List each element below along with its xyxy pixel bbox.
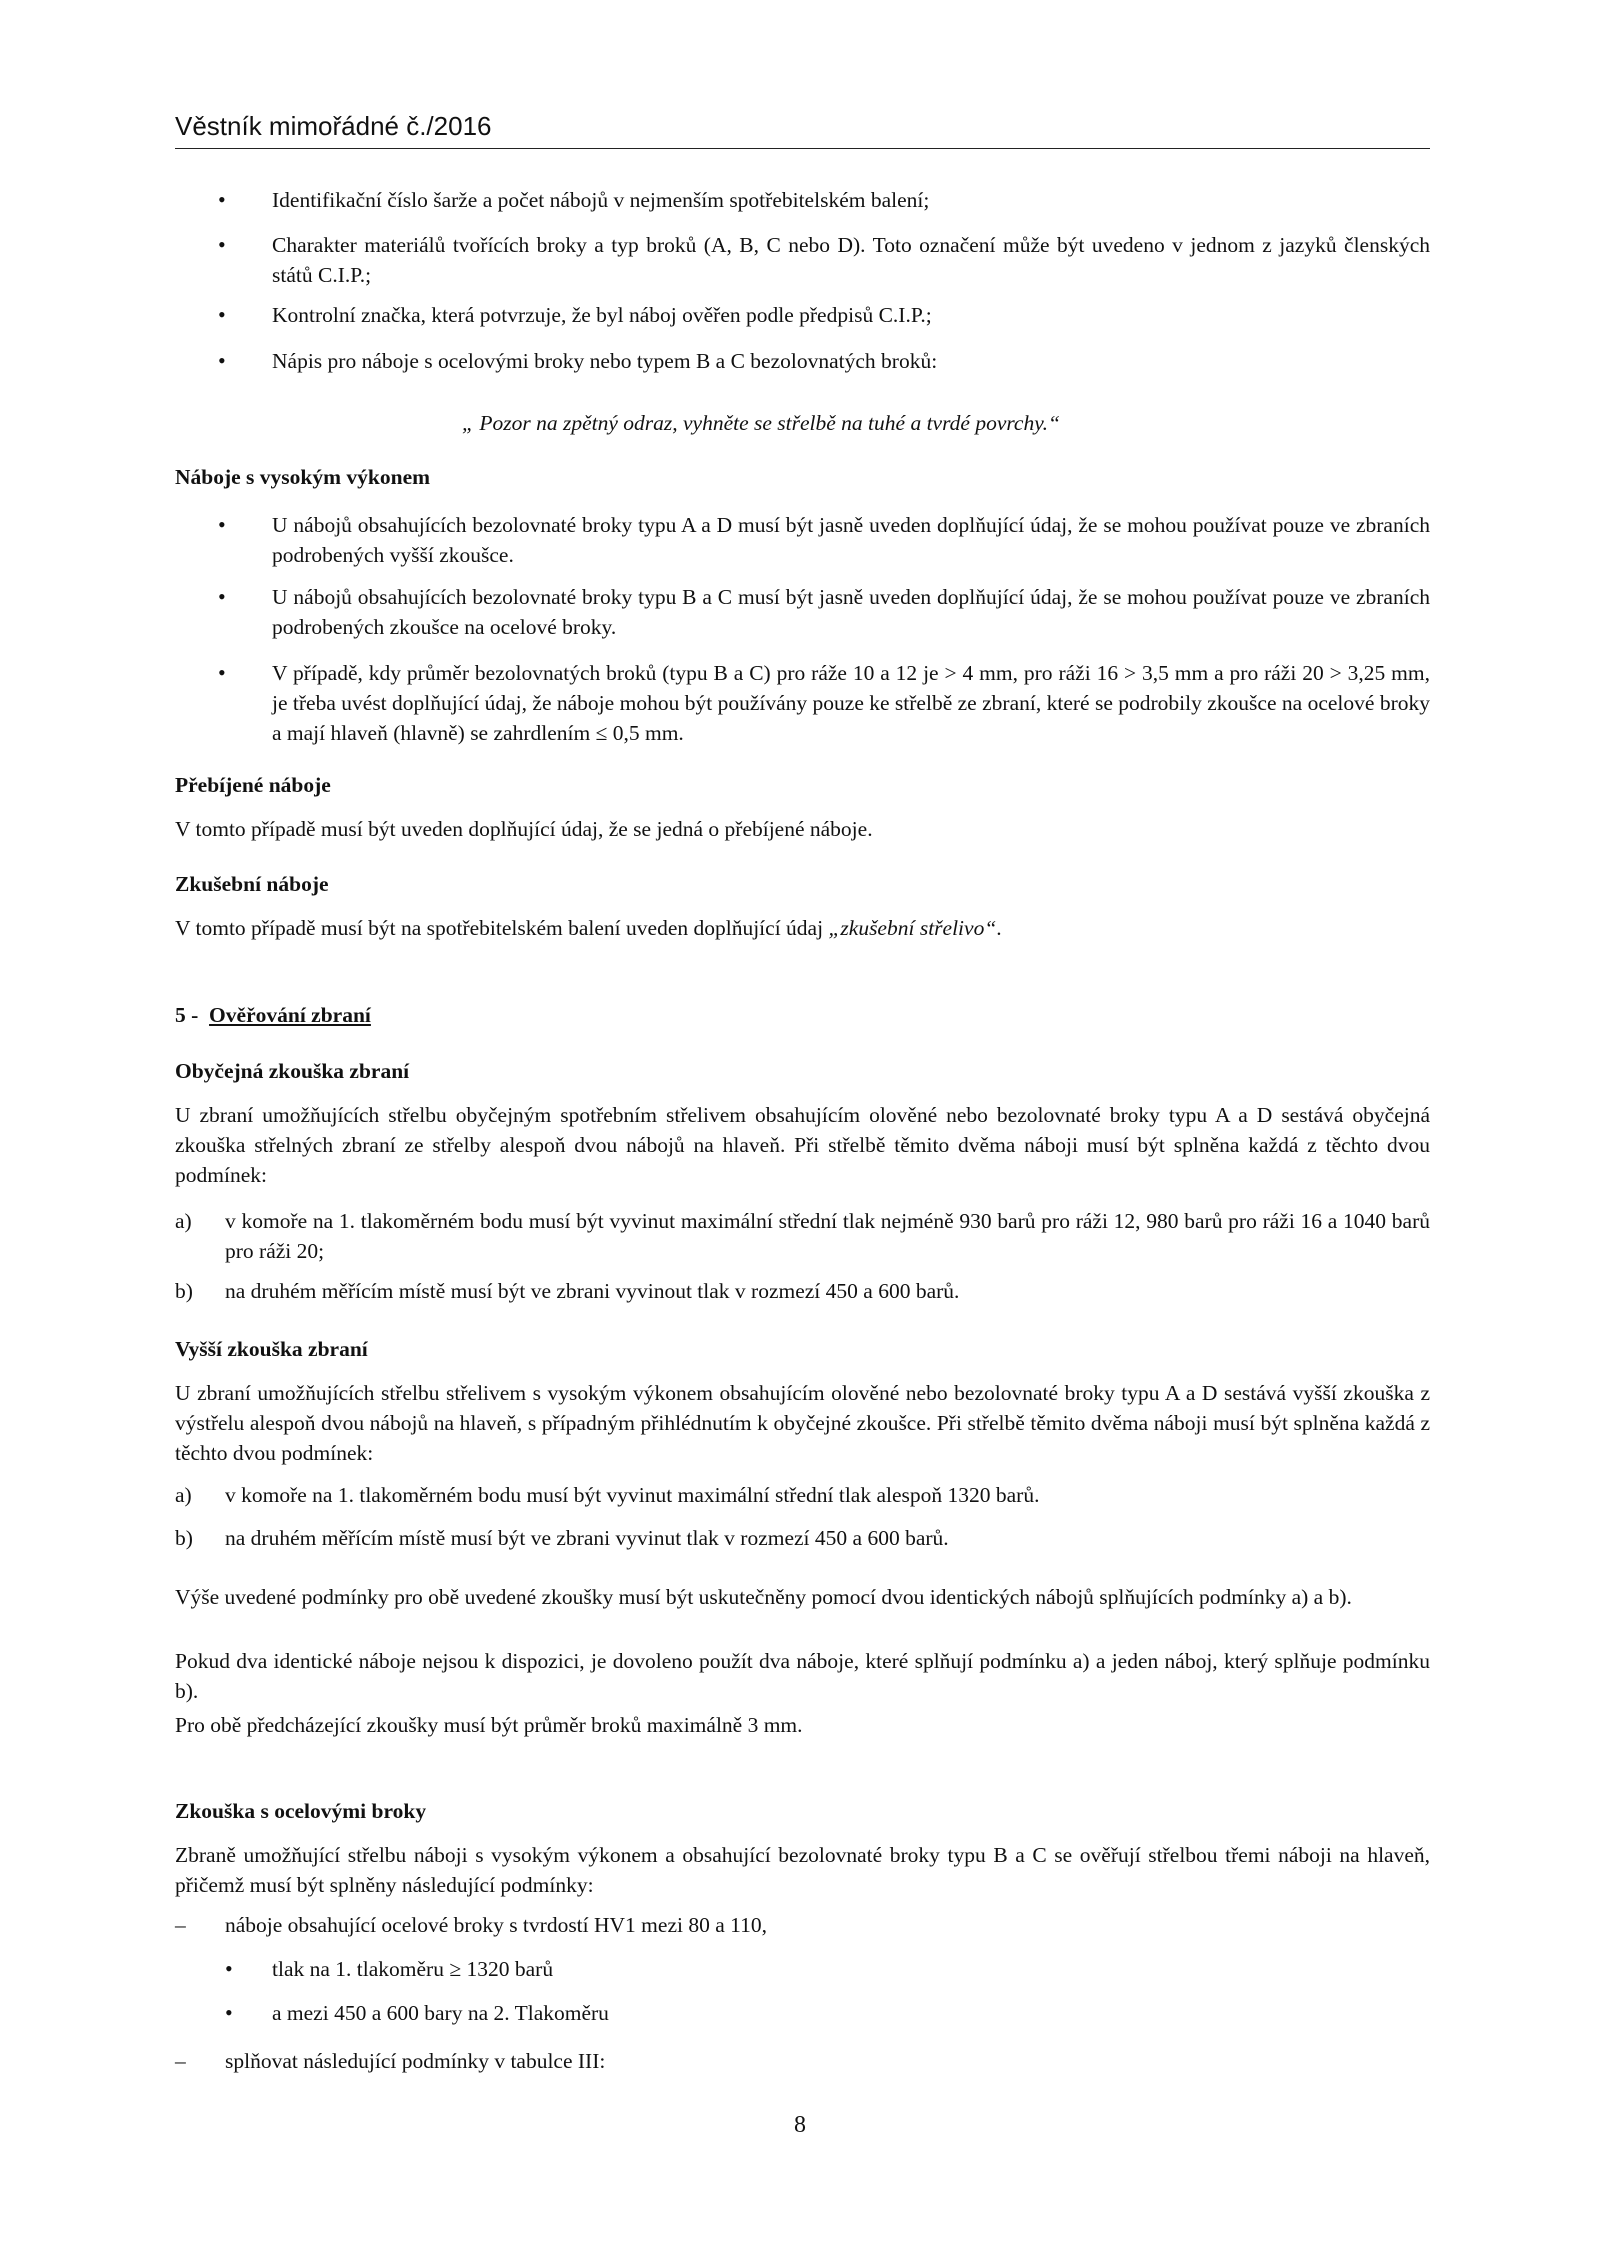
section-title [175,1000,1430,1030]
list-item: tlak na 1. tlakoměru ≥ 1320 barů [272,1957,554,1981]
paragraph-italic: „zkušební střelivo“ [828,916,997,940]
bullet-icon: • [218,187,226,212]
paragraph: Výše uvedené podmínky pro obě uvedené zkoušky musí být uskutečněny pomocí dvou identických nábojů splňujících podmínky a) a b). [175,1585,1352,1609]
item-label: b) [175,1526,193,1550]
page-number: 8 [794,2112,806,2138]
list-item: splňovat následující podmínky v tabulce III: [225,2049,606,2073]
paragraph [175,913,1430,943]
bullet-icon: • [218,660,226,685]
dash-icon: – [175,2049,186,2073]
bullet-icon: • [225,1956,233,1981]
list-item: Kontrolní značka, která potvrzuje, že byl náboj ověřen podle předpisů C.I.P.; [272,303,932,327]
list-item: U nábojů obsahujících bezolovnaté broky typu B a C musí být jasně uveden doplňující údaj, že se mohou používat pouze ve zbraních podrobených zkoušce na ocelové broky. [272,585,1430,639]
bullet-icon: • [218,512,226,537]
paragraph: Pro obě předcházející zkoušky musí být průměr broků maximálně 3 mm. [175,1713,803,1737]
list-item: a mezi 450 a 600 bary na 2. Tlakoměru [272,2001,609,2025]
item-label: b) [175,1279,193,1303]
paragraph-end: . [996,916,1002,940]
section-heading: Přebíjené náboje [175,773,331,797]
list-item: Identifikační číslo šarže a počet nábojů v nejmenším spotřebitelském balení; [272,188,930,212]
list-item: V případě, kdy průměr bezolovnatých broků (typu B a C) pro ráže 10 a 12 je > 4 mm, pro ráži 16 > 3,5 mm a pro ráži 20 > 3,25 mm, je třeba uvést doplňující údaj, že náboje mohou být používány pouze ke střelbě ze zbraní, které se podrobily zkoušce na ocelové broky a mají hlaveň (hlavně) se zahrdlením ≤ 0,5 mm. [272,661,1430,745]
section-heading: Zkušební náboje [175,872,329,896]
bullet-icon: • [225,2000,233,2025]
warning-quote: „ Pozor na zpětný odraz, vyhněte se střelbě na tuhé a tvrdé povrchy.“ [462,411,1060,435]
list-item: na druhém měřícím místě musí být ve zbrani vyvinout tlak v rozmezí 450 a 600 barů. [225,1279,960,1303]
item-label: a) [175,1483,192,1507]
bullet-icon: • [218,584,226,609]
bullet-icon: • [218,348,226,373]
section-heading: Obyčejná zkouška zbraní [175,1059,410,1083]
paragraph: V tomto případě musí být uveden doplňující údaj, že se jedná o přebíjené náboje. [175,817,873,841]
page-header: Věstník mimořádné č./2016 [175,110,1430,149]
paragraph: Pokud dva identické náboje nejsou k dispozici, je dovoleno použít dva náboje, které splňují podmínku a) a jeden náboj, který splňuje podmínku b). [175,1649,1430,1703]
section-heading: Vyšší zkouška zbraní [175,1337,368,1361]
list-item: v komoře na 1. tlakoměrném bodu musí být vyvinut maximální střední tlak nejméně 930 barů pro ráži 12, 980 barů pro ráži 16 a 1040 barů pro ráži 20; [225,1209,1430,1263]
list-item: náboje obsahující ocelové broky s tvrdostí HV1 mezi 80 a 110, [225,1913,767,1937]
bullet-icon: • [218,302,226,327]
paragraph-text: V tomto případě musí být na spotřebitelském balení uveden doplňující údaj [175,916,829,940]
section-number: 5 - [175,1003,199,1027]
paragraph: Zbraně umožňující střelbu náboji s vysokým výkonem a obsahující bezolovnaté broky typu B a C se ověřují střelbou třemi náboji na hlaveň, přičemž musí být splněny následující podmínky: [175,1843,1430,1897]
list-item: U nábojů obsahujících bezolovnaté broky typu A a D musí být jasně uveden doplňující údaj, že se mohou používat pouze ve zbraních podrobených vyšší zkoušce. [272,513,1430,567]
bullet-icon: • [218,232,226,257]
dash-icon: – [175,1913,186,1937]
paragraph: U zbraní umožňujících střelbu obyčejným spotřebním střelivem obsahujícím olověné nebo bezolovnaté broky typu A a D sestává obyčejná zkouška střelných zbraní ze střelby alespoň dvou nábojů na hlaveň. Při střelbě těmito dvěma náboji musí být splněna každá z těchto dvou podmínek: [175,1103,1430,1187]
section-name: Ověřování zbraní [209,1003,371,1027]
list-item: v komoře na 1. tlakoměrném bodu musí být vyvinut maximální střední tlak alespoň 1320 barů. [225,1483,1040,1507]
section-heading: Zkouška s ocelovými broky [175,1799,427,1823]
paragraph: U zbraní umožňujících střelbu střelivem s vysokým výkonem obsahujícím olověné nebo bezolovnaté broky typu A a D sestává vyšší zkouška z výstřelu alespoň dvou nábojů na hlaveň, s případným přihlédnutím k obyčejné zkoušce. Při střelbě těmito dvěma náboji musí být splněna každá z těchto dvou podmínek: [175,1381,1430,1465]
item-label: a) [175,1209,192,1233]
list-item: Nápis pro náboje s ocelovými broky nebo typem B a C bezolovnatých broků: [272,349,938,373]
list-item: Charakter materiálů tvořících broky a typ broků (A, B, C nebo D). Toto označení může být uvedeno v jednom z jazyků členských států C.I.P.; [272,233,1430,287]
section-heading: Náboje s vysokým výkonem [175,465,431,489]
list-item: na druhém měřícím místě musí být ve zbrani vyvinut tlak v rozmezí 450 a 600 barů. [225,1526,949,1550]
